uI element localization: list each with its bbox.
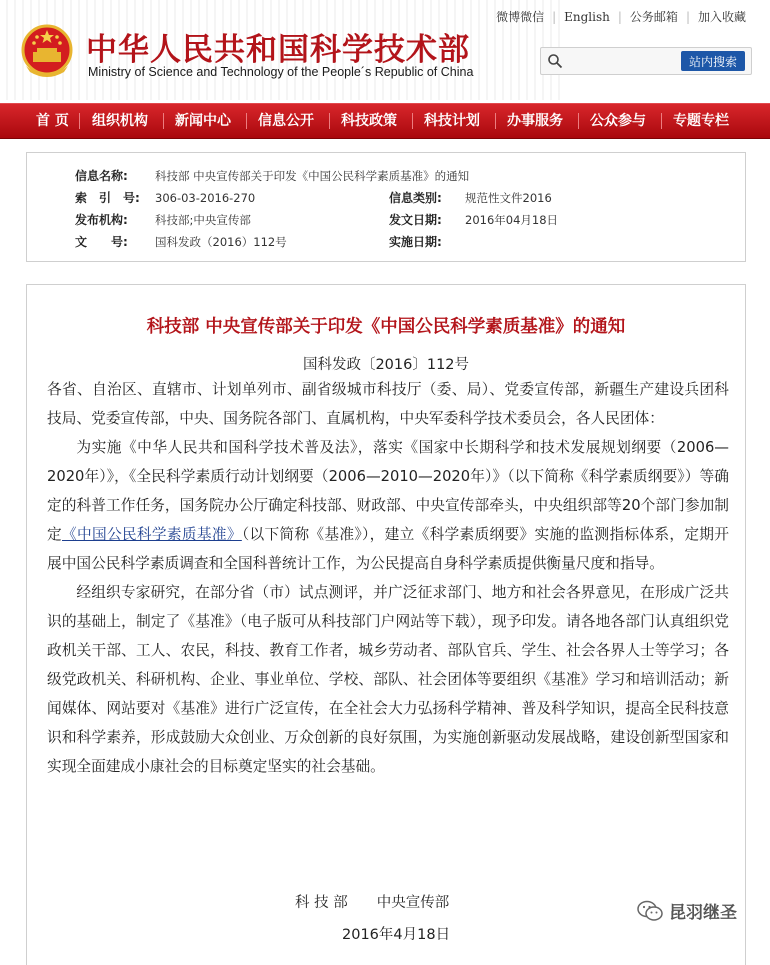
- nav-separator: [163, 113, 164, 129]
- nav-separator: [578, 113, 579, 129]
- search-input[interactable]: [567, 51, 683, 71]
- nav-separator: [246, 113, 247, 129]
- nav-item-topics[interactable]: 专题专栏: [673, 113, 729, 129]
- nav-separator: [412, 113, 413, 129]
- info-name-value: 科技部 中央宣传部关于印发《中国公民科学素质基准》的通知: [155, 169, 470, 183]
- nav-item-policy[interactable]: 科技政策: [341, 113, 397, 129]
- info-index-value: 306-03-2016-270: [155, 191, 256, 205]
- info-issue-date-label: 发文日期:: [389, 213, 442, 227]
- article-paragraph-2: 经组织专家研究，在部分省（市）试点测评，并广泛征求部门、地方和社会各界意见，在形成广泛共识的基础上，制定了《基准》（电子版可从科技部门户网站等下载），现予印发。请各地各部门认真组织党政机关干部、工人、农民，科技、教育工作者，城乡劳动者、部队官兵、学生、社会各界人士等学习；各级党政机关、科研机构、企业、事业单位、学校、部队、社会团体等要组织《基准》学习和培训活动；新闻媒体、网站要对《基准》进行广泛宣传，在全社会大力弘扬科学精神、普及科学知识，提高全民科技意识和科学素养，形成鼓励大众创业、万众创新的良好氛围，为实施创新驱动发展战略，建设创新型国家和实现全面建成小康社会的目标奠定坚实的社会基础。: [47, 584, 729, 775]
- nav-item-participation[interactable]: 公众参与: [590, 113, 646, 129]
- article-doc-number: 国科发政〔2016〕112号: [302, 357, 470, 373]
- info-docno-value: 国科发政（2016）112号: [155, 235, 287, 249]
- nav-separator: [495, 113, 496, 129]
- info-name-label: 信息名称:: [75, 169, 128, 183]
- article-panel: [26, 284, 746, 965]
- info-row-index: [75, 187, 735, 209]
- watermark-text: 昆羽继圣: [669, 903, 737, 923]
- info-issuer-value: 科技部;中央宣传部: [155, 213, 251, 227]
- info-docno-label: 文 号:: [75, 235, 128, 249]
- wechat-watermark: [637, 898, 737, 923]
- nav-item-organization[interactable]: 组织机构: [92, 113, 148, 129]
- article-paragraph-1: [47, 433, 729, 578]
- nav-separator: [329, 113, 330, 129]
- site-header: [0, 0, 770, 100]
- standard-document-link[interactable]: 《中国公民科学素质基准》: [62, 526, 242, 543]
- top-link-favorite[interactable]: 加入收藏: [697, 10, 746, 24]
- info-issue-date-value: 2016年04月18日: [465, 213, 559, 227]
- document-info-grid: [75, 165, 735, 253]
- article-title: 科技部 中央宣传部关于印发《中国公民科学素质基准》的通知: [146, 317, 626, 337]
- paragraph-1-text-after: （以下简称《基准》），建立《科学素质纲要》实施的监测指标体系，定期开展中国公民科学素质调查和全国科普统计工作，为公民提高自身科学素质提供衡量尺度和指导。: [47, 526, 729, 572]
- top-link-separator: |: [552, 9, 557, 24]
- nav-separator: [79, 113, 80, 129]
- top-link-english[interactable]: English: [564, 9, 610, 24]
- nav-item-services[interactable]: 办事服务: [507, 113, 563, 129]
- info-effective-date-label: 实施日期:: [389, 235, 442, 249]
- article-body: [47, 375, 729, 781]
- info-issuer-label: 发布机构:: [75, 213, 128, 227]
- info-row-name: [75, 165, 735, 187]
- nav-item-home[interactable]: 首 页: [36, 113, 69, 129]
- nav-item-news[interactable]: 新闻中心: [175, 113, 231, 129]
- paragraph-1-text-before: 为实施《中华人民共和国科学技术普及法》，落实《国家中长期科学和技术发展规划纲要（2006—2020年）》，《全民科学素质行动计划纲要（2006—2010—2020年）》（以下简称《科学素质纲要》）等确定的科普工作任务，国务院办公厅确定科技部、财政部、中央宣传部牵头，中央组织部等20个部门参加制定: [47, 439, 729, 543]
- top-links: [488, 8, 754, 25]
- site-search-button[interactable]: 站内搜索: [681, 51, 745, 71]
- info-row-docno: [75, 231, 735, 253]
- article-sign-date: 2016年4月18日: [342, 927, 451, 943]
- document-info-panel: [26, 152, 746, 262]
- article-signers: 科 技 部 中央宣传部: [295, 895, 450, 911]
- info-category-value: 规范性文件2016: [465, 191, 552, 205]
- site-title[interactable]: 中华人民共和国科学技术部: [86, 32, 470, 68]
- info-index-label: 索 引 号:: [75, 191, 140, 205]
- nav-item-programs[interactable]: 科技计划: [424, 113, 480, 129]
- search-icon: [547, 53, 563, 69]
- wechat-icon: [637, 900, 663, 922]
- top-link-separator: |: [617, 9, 622, 24]
- nav-item-disclosure[interactable]: 信息公开: [258, 113, 314, 129]
- article-recipients: 各省、自治区、直辖市、计划单列市、副省级城市科技厅（委、局）、党委宣传部，新疆生产建设兵团科技局、党委宣传部，中央、国务院各部门、直属机构，中央军委科学技术委员会，各人民团体：: [47, 381, 729, 427]
- site-subtitle: Ministry of Science and Technology of the People´s Republic of China: [88, 65, 474, 79]
- top-link-separator: |: [685, 9, 690, 24]
- main-nav: [0, 103, 770, 139]
- info-row-issuer: [75, 209, 735, 231]
- nav-separator: [661, 113, 662, 129]
- info-category-label: 信息类别:: [389, 191, 442, 205]
- top-link-email[interactable]: 公务邮箱: [629, 10, 678, 24]
- search-box: [540, 47, 752, 75]
- top-link-weibo-wechat[interactable]: 微博微信: [496, 10, 545, 24]
- national-emblem-icon[interactable]: [18, 22, 76, 82]
